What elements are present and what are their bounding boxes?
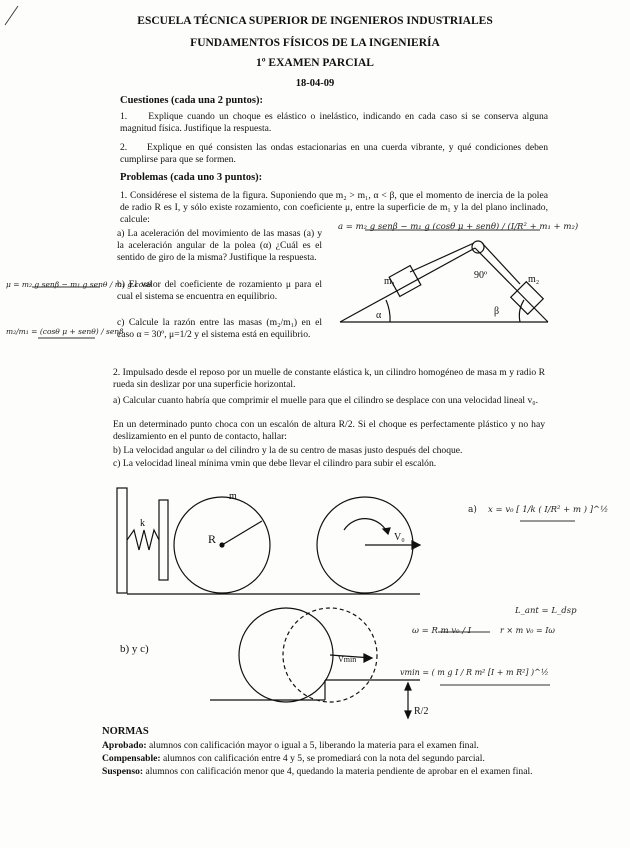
compensable-label: Compensable: xyxy=(102,753,161,764)
cylinder-at-step xyxy=(239,608,333,702)
problem-1-part-c: c) Calcule la razón entre las masas (m₂/m₁) en el caso α = 30º, μ=1/2 y el sistema está en equilibrio. xyxy=(117,317,322,340)
problem-1-part-b: b) El valor del coeficiente de rozamiento μ para el cual el sistema se encuentra en equilibrio. xyxy=(117,279,322,302)
problem-2-part-a: a) Calcular cuanto habría que comprimir el muelle para que el cilindro se desplace con una velocidad lineal v₀. xyxy=(113,395,539,406)
beta-arc xyxy=(519,300,524,322)
alpha-arc xyxy=(386,300,390,322)
label-parts-bc: b) y c) xyxy=(120,643,149,655)
spring-plate xyxy=(159,500,168,580)
problem-1-part-a: a) La aceleración del movimiento de las masas (a) y la aceleración angular de la polea (α) ¿Cuál es el sentido de giro de la misma? Justifique la respuesta. xyxy=(117,228,322,263)
label-m1: m₁ xyxy=(384,276,396,287)
problem-2-intro: 2. Impulsado desde el reposo por un muelle de constante elástica k, un cilindro homogéneo de masa m y radio R rueda sin deslizar por una superficie horizontal. xyxy=(113,367,545,390)
handwritten-vmin: vmin = ( m g I / R m² [I + m R²] )^½ xyxy=(400,668,549,677)
problem-2-middle: En un determinado punto choca con un escalón de altura R/2. Si el choque es perfectamente plástico y no hay deslizamiento en el punto de contacto, hallar: xyxy=(113,419,545,442)
norma-aprobado xyxy=(102,740,557,752)
suspenso-label: Suspenso: xyxy=(102,766,144,777)
aprobado-label: Aprobado: xyxy=(102,740,147,751)
handwritten-part-a: x = v₀ [ 1/k ( I/R² + m ) ]^½ xyxy=(488,505,609,515)
label-alpha: α xyxy=(376,310,382,321)
label-spring-k: k xyxy=(140,518,145,529)
question-2-text: Explique en qué consisten las ondas estacionarias en una cuerda vibrante, y qué condiciones deben cumplirse para que se formen. xyxy=(120,142,548,165)
label-mass-m: m xyxy=(229,491,237,502)
label-step-height: R/2 xyxy=(414,706,429,717)
label-m2: m₂ xyxy=(528,274,540,285)
handwritten-acceleration: a = m₂ g senβ − m₁ g (cosθ μ + senθ) / (I/R² + m₁ + m₂) xyxy=(338,222,579,232)
question-1-number: 1. xyxy=(120,111,128,122)
label-v0: V₀ xyxy=(394,532,405,543)
handwriting-strokes xyxy=(5,6,575,685)
normas-title: NORMAS xyxy=(102,726,149,737)
question-1-text: Explique cuando un choque es elástico o inelástico, indicando en cada caso si se conserva alguna magnitud física. Justifique la respuesta. xyxy=(120,111,548,134)
aprobado-text: alumnos con calificación mayor o igual a 5, liberando la materia para el examen final. xyxy=(149,740,479,751)
handwritten-omega: ω = R m v₀ / I xyxy=(412,626,472,636)
wall xyxy=(117,488,127,593)
problem-1-intro: 1. Considérese el sistema de la figura. Suponiendo que m₂ > m₁, α < β, que el momento de inercia de la polea de radio R es I, y sólo existe rozamiento, con coeficiente μ, entre la superficie de m₁ y la del plano inclinado, calcule: xyxy=(120,190,548,225)
handwritten-ratio: m₂/m₁ = (cosθ μ + senθ) / senβ xyxy=(6,327,124,336)
handwritten-mu: μ = m₂ g senβ − m₁ g senθ / m₁ g cosθ xyxy=(6,280,152,289)
figure-2bc xyxy=(210,608,420,718)
handwritten-part-a-label: a) xyxy=(468,505,477,515)
course-name: FUNDAMENTOS FÍSICOS DE LA INGENIERÍA xyxy=(190,37,440,49)
norma-suspenso xyxy=(102,766,557,778)
figure-1-inclines xyxy=(340,241,548,322)
problemas-title: Problemas (cada uno 3 puntos): xyxy=(120,172,263,183)
cuestiones-title: Cuestiones (cada una 2 puntos): xyxy=(120,95,263,106)
school-name: ESCUELA TÉCNICA SUPERIOR DE INGENIEROS INDUSTRIALES xyxy=(137,15,493,27)
label-beta: β xyxy=(494,306,500,317)
suspenso-text: alumnos con calificación menor que 4, quedando la materia pendiente de aprobar en el examen final. xyxy=(145,766,533,777)
norma-compensable xyxy=(102,753,557,765)
handwritten-momentum: L_ant = L_dsp xyxy=(515,606,577,616)
question-2-number: 2. xyxy=(120,142,128,153)
label-radius: R xyxy=(208,532,217,546)
compensable-text: alumnos con calificación entre 4 y 5, se promediará con la nota del segundo parcial. xyxy=(163,753,485,764)
figure-2a xyxy=(117,488,420,594)
corner-mark xyxy=(5,6,18,25)
label-angle-90: 90º xyxy=(474,270,488,281)
exam-title: 1º EXAMEN PARCIAL xyxy=(256,57,374,69)
problem-2-part-b: b) La velocidad angular ω del cilindro y la de su centro de masas justo después del choque. xyxy=(113,445,463,456)
spring xyxy=(127,530,159,550)
problem-2-part-c: c) La velocidad lineal mínima vmin que debe llevar el cilindro para subir el escalón. xyxy=(113,458,437,469)
rotation-arrow xyxy=(344,519,388,534)
exam-date: 18-04-09 xyxy=(295,78,335,89)
handwritten-momentum-2: r × m v₀ = Iω xyxy=(500,626,555,635)
label-vmin: Vmin xyxy=(338,655,357,664)
mass-2-block xyxy=(511,282,544,315)
